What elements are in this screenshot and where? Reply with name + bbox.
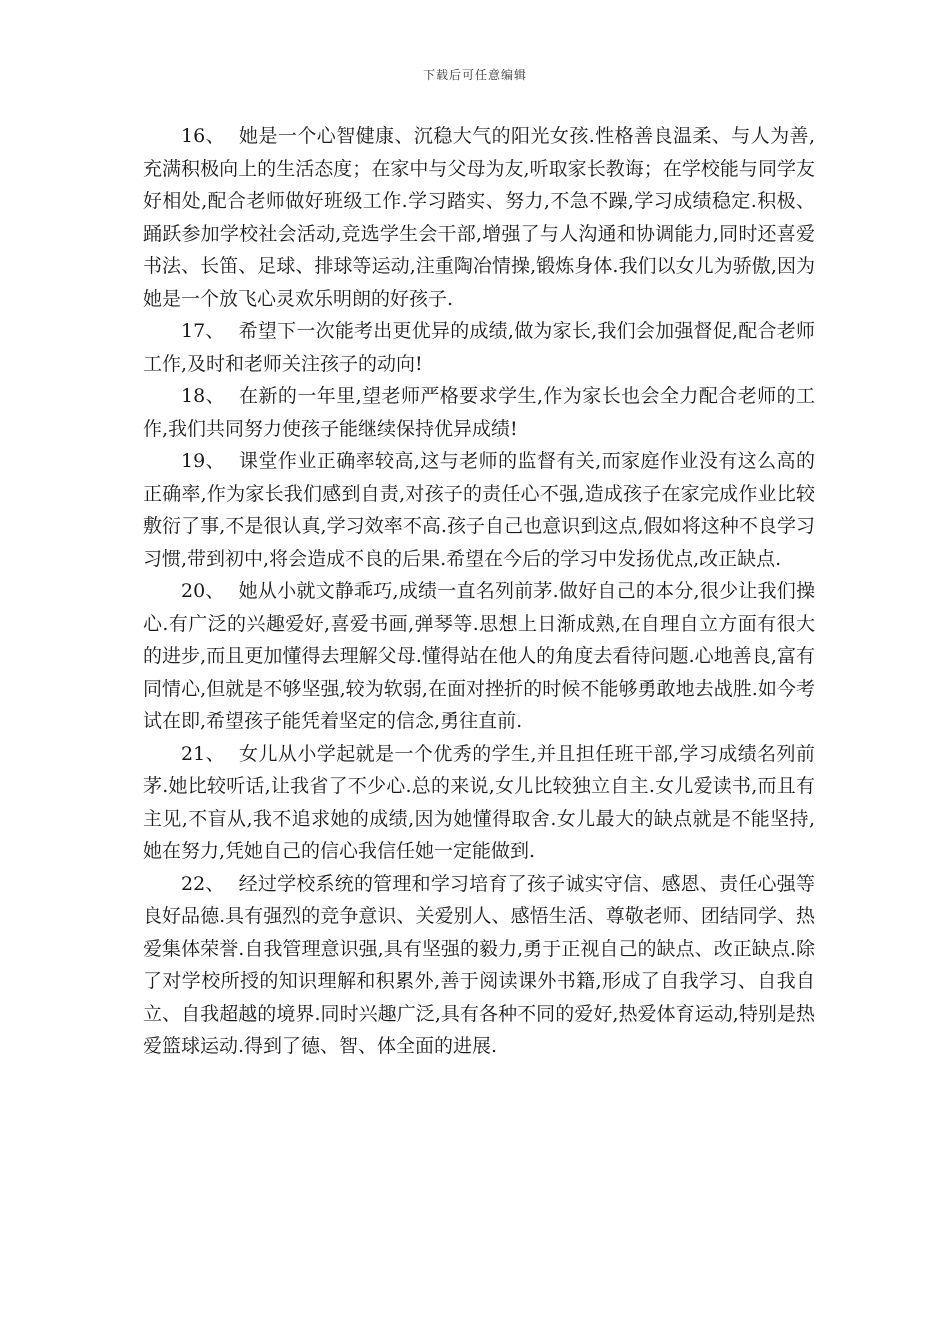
paragraph-number: 18、 — [181, 385, 226, 407]
paragraph-text: 她从小就文静乖巧,成绩一直名列前茅.做好自己的本分,很少让我们操心.有广泛的兴趣爱好,喜爱书画,弹琴等.思想上日渐成熟,在自理自立方面有很大的进步,而且更加懂得去理解父母.懂得站在他人的角度去看待问题.心地善良,富有同情心,但就是不够坚强,较为软弱,在面对挫折的时候不能够勇敢地去战胜.如今考试在即,希望孩子能凭着坚定的信念,勇往直前. — [143, 580, 815, 732]
paragraph-22 — [143, 868, 815, 1063]
paragraph-17 — [143, 315, 815, 380]
paragraph-text: 经过学校系统的管理和学习培育了孩子诚实守信、感恩、责任心强等良好品德.具有强烈的竞争意识、关爱别人、感悟生活、尊敬老师、团结同学、热爱集体荣誉.自我管理意识强,具有坚强的毅力,勇于正视自己的缺点、改正缺点.除了对学校所授的知识理解和积累外,善于阅读课外书籍,形成了自我学习、自我自立、自我超越的境界.同时兴趣广泛,具有各种不同的爱好,热爱体育运动,特别是热爱篮球运动.得到了德、智、体全面的进展. — [143, 872, 815, 1057]
paragraph-18 — [143, 380, 815, 445]
paragraph-19 — [143, 445, 815, 575]
paragraph-text: 在新的一年里,望老师严格要求学生,作为家长也会全力配合老师的工作,我们共同努力使孩子能继续保持优异成绩! — [143, 385, 815, 440]
paragraph-number: 21、 — [181, 742, 226, 765]
document-body — [143, 120, 815, 1063]
page-header: 下载后可任意编辑 — [422, 68, 527, 82]
paragraph-text: 希望下一次能考出更优异的成绩,做为家长,我们会加强督促,配合老师工作,及时和老师关注孩子的动向! — [143, 320, 815, 375]
paragraph-number: 22、 — [181, 872, 225, 895]
paragraph-number: 19、 — [181, 450, 226, 472]
paragraph-number: 20、 — [181, 580, 225, 602]
paragraph-21 — [143, 738, 815, 868]
paragraph-number: 16、 — [181, 125, 226, 147]
paragraph-16 — [143, 120, 815, 315]
paragraph-text: 课堂作业正确率较高,这与老师的监督有关,而家庭作业没有这么高的正确率,作为家长我们感到自责,对孩子的责任心不强,造成孩子在家完成作业比较敷衍了事,不是很认真,学习效率不高.孩子自己也意识到这点,假如将这种不良学习习惯,带到初中,将会造成不良的后果.希望在今后的学习中发扬优点,改正缺点. — [143, 450, 815, 570]
paragraph-text: 女儿从小学起就是一个优秀的学生,并且担任班干部,学习成绩名列前茅.她比较听话,让我省了不少心.总的来说,女儿比较独立自主.女儿爱读书,而且有主见,不盲从,我不追求她的成绩,因为她懂得取舍.女儿最大的缺点就是不能坚持,她在努力,凭她自己的信心我信任她一定能做到. — [143, 742, 815, 862]
paragraph-20 — [143, 575, 815, 738]
paragraph-text: 她是一个心智健康、沉稳大气的阳光女孩.性格善良温柔、与人为善,充满积极向上的生活态度；在家中与父母为友,听取家长教诲；在学校能与同学友好相处,配合老师做好班级工作.学习踏实、努力,不急不躁,学习成绩稳定.积极、踊跃参加学校社会活动,竞选学生会干部,增强了与人沟通和协调能力,同时还喜爱书法、长笛、足球、排球等运动,注重陶冶情操,锻炼身体.我们以女儿为骄傲,因为她是一个放飞心灵欢乐明朗的好孩子. — [143, 125, 815, 310]
paragraph-number: 17、 — [181, 320, 225, 342]
